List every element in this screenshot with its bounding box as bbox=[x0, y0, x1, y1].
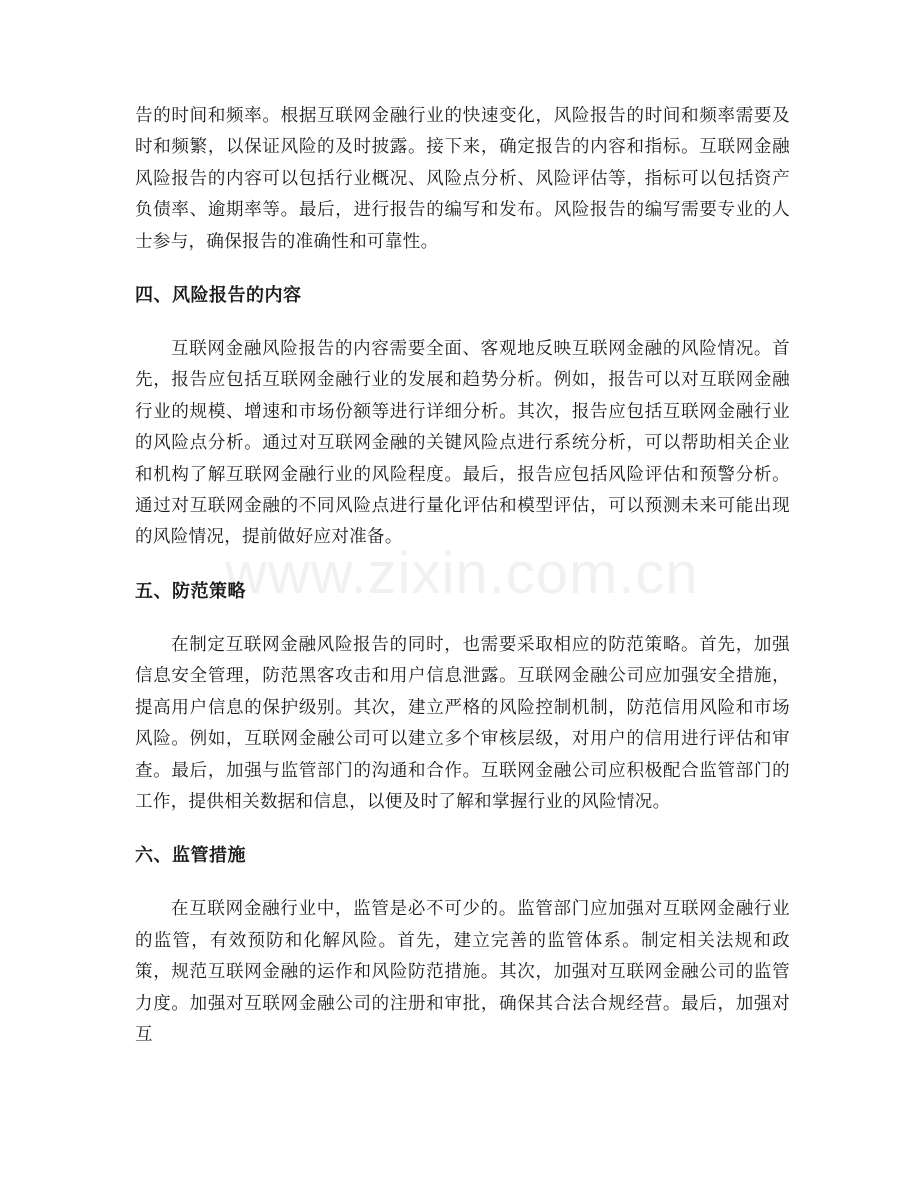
section-body-4: 互联网金融风险报告的内容需要全面、客观地反映互联网金融的风险情况。首先，报告应包括互联网金融行业的发展和趋势分析。例如，报告可以对互联网金融行业的规模、增速和市场份额等进行详细分析。其次，报告应包括互联网金融行业的风险点分析。通过对互联网金融的关键风险点进行系统分析，可以帮助相关企业和机构了解互联网金融行业的风险程度。最后，报告应包括风险评估和预警分析。通过对互联网金融的不同风险点进行量化评估和模型评估，可以预测未来可能出现的风险情况，提前做好应对准备。 bbox=[135, 339, 790, 548]
section-heading-5: 五、防范策略 bbox=[135, 580, 246, 602]
section-heading-6: 六、监管措施 bbox=[135, 845, 246, 867]
section-body-6: 在互联网金融行业中，监管是必不可少的。监管部门应加强对互联网金融行业的监管，有效预防和化解风险。首先，建立完善的监管体系。制定相关法规和政策，规范互联网金融的运作和风险防范措施。其次，加强对互联网金融公司的监管力度。加强对互联网金融公司的注册和审批，确保其合法合规经营。最后，加强对互 bbox=[135, 899, 790, 1045]
intro-paragraph: 告的时间和频率。根据互联网金融行业的快速变化，风险报告的时间和频率需要及时和频繁，以保证风险的及时披露。接下来，确定报告的内容和指标。互联网金融风险报告的内容可以包括行业概况、风险点分析、风险评估等，指标可以包括资产负债率、逾期率等。最后，进行报告的编写和发布。风险报告的编写需要专业的人士参与，确保报告的准确性和可靠性。 bbox=[135, 106, 790, 252]
section-heading-4: 四、风险报告的内容 bbox=[135, 285, 302, 307]
section-body-5: 在制定互联网金融风险报告的同时，也需要采取相应的防范策略。首先，加强信息安全管理，防范黑客攻击和用户信息泄露。互联网金融公司应加强安全措施，提高用户信息的保护级别。其次，建立严格的风险控制机制，防范信用风险和市场风险。例如，互联网金融公司可以建立多个审核层级，对用户的信用进行评估和审查。最后，加强与监管部门的沟通和合作。互联网金融公司应积极配合监管部门的工作，提供相关数据和信息，以便及时了解和掌握行业的风险情况。 bbox=[135, 634, 790, 812]
watermark: www.zixin.com.cn bbox=[225, 541, 699, 606]
document-body bbox=[135, 101, 790, 1051]
